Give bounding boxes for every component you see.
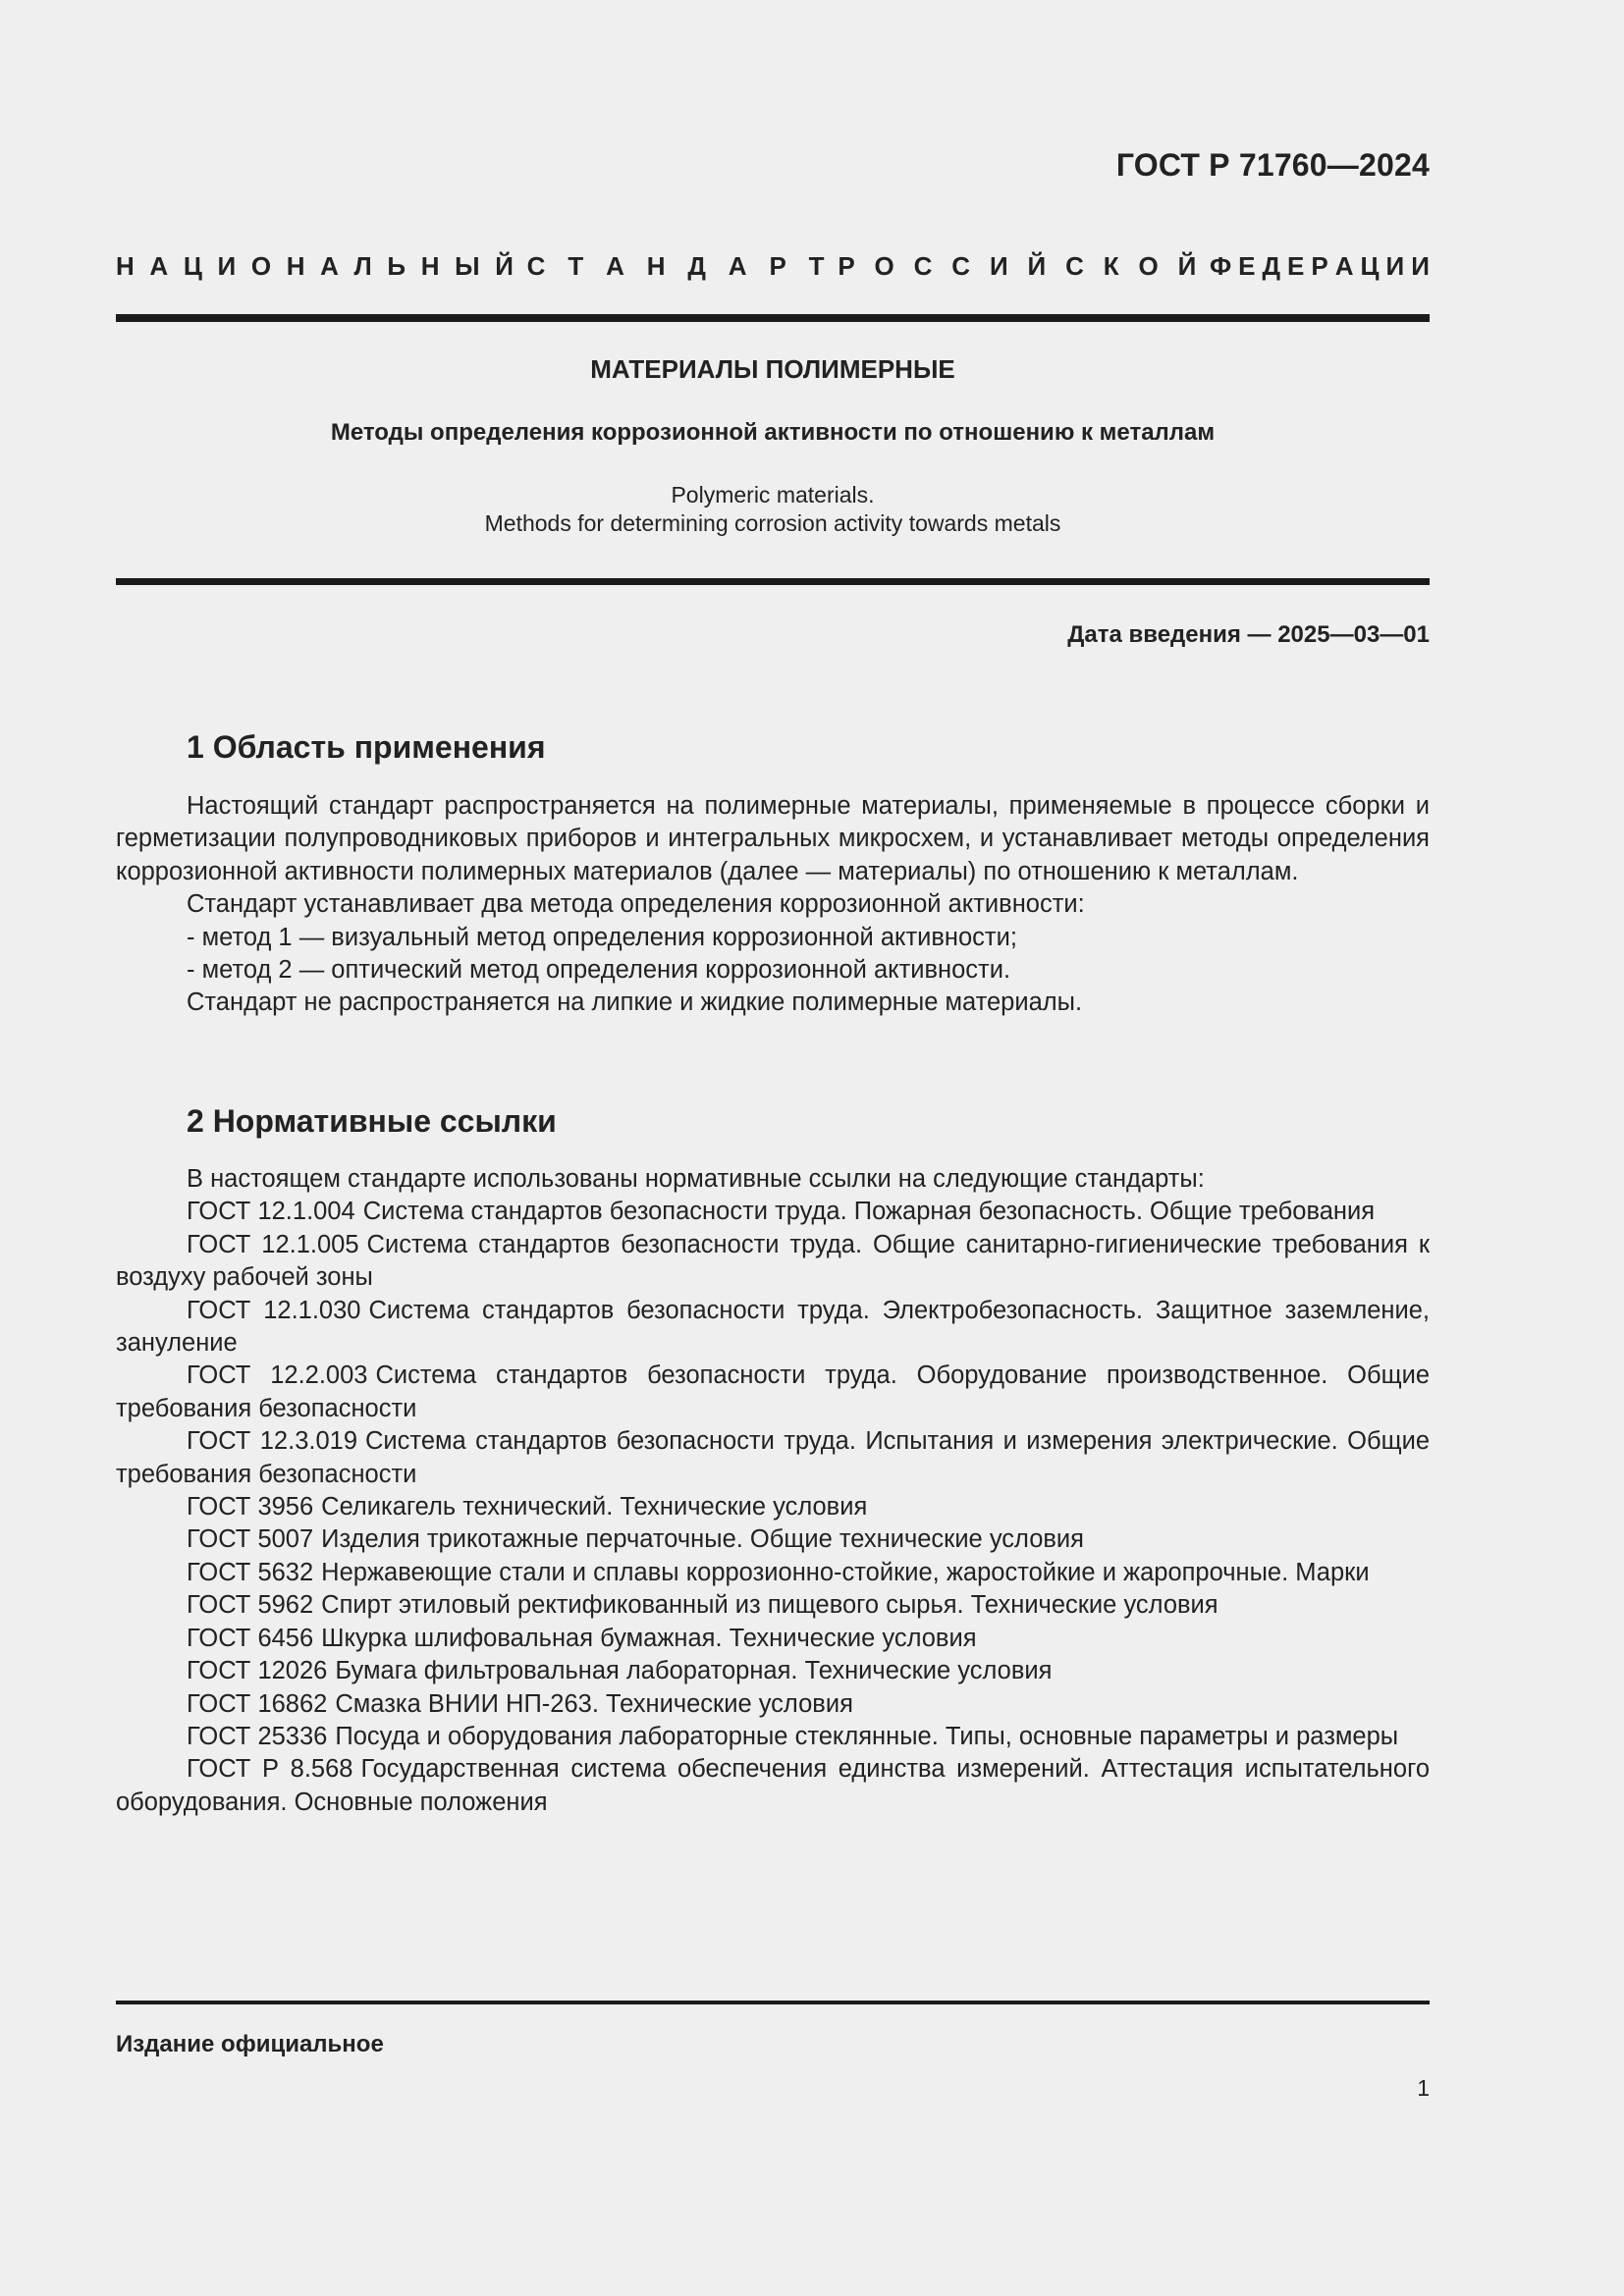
reference-item [116,1196,1430,1228]
reference-title: Система стандартов безопасности труда. Испытания и измерения электрические. Общие требования безопасности [116,1427,1430,1488]
reference-code: ГОСТ 25336 [187,1722,328,1750]
reference-item [116,1753,1430,1819]
reference-item [116,1688,1430,1721]
paragraph: Стандарт устанавливает два метода определения коррозионной активности: [187,890,1085,919]
reference-item [116,1360,1430,1425]
reference-item [116,1655,1430,1687]
reference-code: ГОСТ 5962 [187,1591,314,1620]
reference-code: ГОСТ 6456 [187,1624,314,1652]
reference-title: Система стандартов безопасности труда. Пожарная безопасность. Общие требования [362,1198,1376,1226]
section-1-body [116,790,1430,1020]
document-subtitle: Методы определения коррозионной активности по отношению к металлам [330,419,1216,446]
reference-code: ГОСТ 12.3.019 [187,1427,358,1456]
reference-title: Система стандартов безопасности труда. Оборудование производственное. Общие требования безопасности [116,1362,1430,1422]
reference-code: ГОСТ 12.1.004 [187,1198,355,1226]
reference-title: Изделия трикотажные перчаточные. Общие технические условия [321,1525,1084,1554]
reference-code: ГОСТ 3956 [187,1493,314,1522]
edition-label: Издание официальное [116,2031,384,2057]
english-title-line: Methods for determining corrosion activity towards metals [484,510,1061,536]
list-item: - метод 2 — оптический метод определения коррозионной активности. [187,956,1011,985]
banner-word: С Т А Н Д А Р Т [526,251,825,281]
reference-code: ГОСТ 16862 [187,1689,328,1718]
paragraph: Настоящий стандарт распространяется на полимерные материалы, применяемые в процессе сборки и герметизации полупроводниковых приборов и интегральных микросхем, и устанавливает методы определения коррозионной активности полимерных материалов (далее — материалы) по отношению к металлам. [116,792,1430,885]
reference-item [116,1721,1430,1753]
page-number: 1 [1417,2075,1430,2101]
introduction-date: Дата введения — 2025—03—01 [1067,621,1430,648]
top-divider [116,314,1430,322]
reference-item [116,1295,1430,1361]
reference-item [116,1523,1430,1556]
reference-item [116,1491,1430,1523]
reference-code: ГОСТ 5007 [187,1525,314,1554]
reference-title: Бумага фильтровальная лабораторная. Технические условия [335,1657,1053,1685]
reference-title: Спирт этиловый ректификованный из пищевого сырья. Технические условия [321,1591,1218,1620]
reference-code: ГОСТ 12.1.030 [187,1296,361,1324]
list-item: - метод 1 — визуальный метод определения коррозионной активности; [187,923,1017,951]
reference-title: Шкурка шлифовальная бумажная. Технические условия [321,1624,977,1652]
reference-item [116,1623,1430,1655]
paragraph: Стандарт не распространяется на липкие и жидкие полимерные материалы. [187,988,1083,1017]
document-title: МАТЕРИАЛЫ ПОЛИМЕРНЫЕ [590,354,955,384]
reference-title: Государственная система обеспечения единства измерений. Аттестация испытательного оборудования. Основные положения [116,1755,1430,1816]
banner-word: Н А Ц И О Н А Л Ь Н Ы Й [116,251,514,281]
banner-word: Р О С С И Й С К О Й [838,251,1197,281]
reference-title: Посуда и оборудования лабораторные стеклянные. Типы, основные параметры и размеры [335,1722,1399,1750]
reference-item [116,1557,1430,1589]
english-title [116,481,1430,538]
reference-item [116,1589,1430,1622]
references-list [116,1196,1430,1819]
reference-title: Система стандартов безопасности труда. Электробезопасность. Защитное заземление, зануление [116,1296,1431,1358]
reference-code: ГОСТ 12.2.003 [187,1362,368,1390]
section-2-heading: 2 Нормативные ссылки [187,1103,557,1139]
reference-title: Смазка ВНИИ НП-263. Технические условия [335,1689,853,1718]
reference-item [116,1425,1430,1491]
paragraph: В настоящем стандарте использованы нормативные ссылки на следующие стандарты: [187,1165,1205,1193]
reference-title: Система стандартов безопасности труда. Общие санитарно-гигиенические требования к воздуху рабочей зоны [116,1230,1431,1292]
reference-title: Селикагель технический. Технические условия [321,1493,868,1522]
title-divider [116,578,1430,585]
reference-item [116,1229,1430,1295]
section-2-body [116,1163,1430,1819]
banner-word: Ф Е Д Е Р А Ц И И [1209,251,1430,281]
reference-code: ГОСТ 12.1.005 [187,1230,359,1258]
reference-code: ГОСТ 12026 [187,1657,328,1685]
reference-title: Нержавеющие стали и сплавы коррозионно-стойкие, жаростойкие и жаропрочные. Марки [321,1558,1370,1586]
section-1-heading: 1 Область применения [187,729,546,765]
reference-code: ГОСТ Р 8.568 [187,1755,353,1784]
reference-code: ГОСТ 5632 [187,1558,314,1586]
english-title-line: Polymeric materials. [671,482,875,507]
document-number: ГОСТ Р 71760—2024 [1115,147,1430,183]
national-standard-banner [116,251,1430,282]
footer-divider [116,2001,1430,2004]
